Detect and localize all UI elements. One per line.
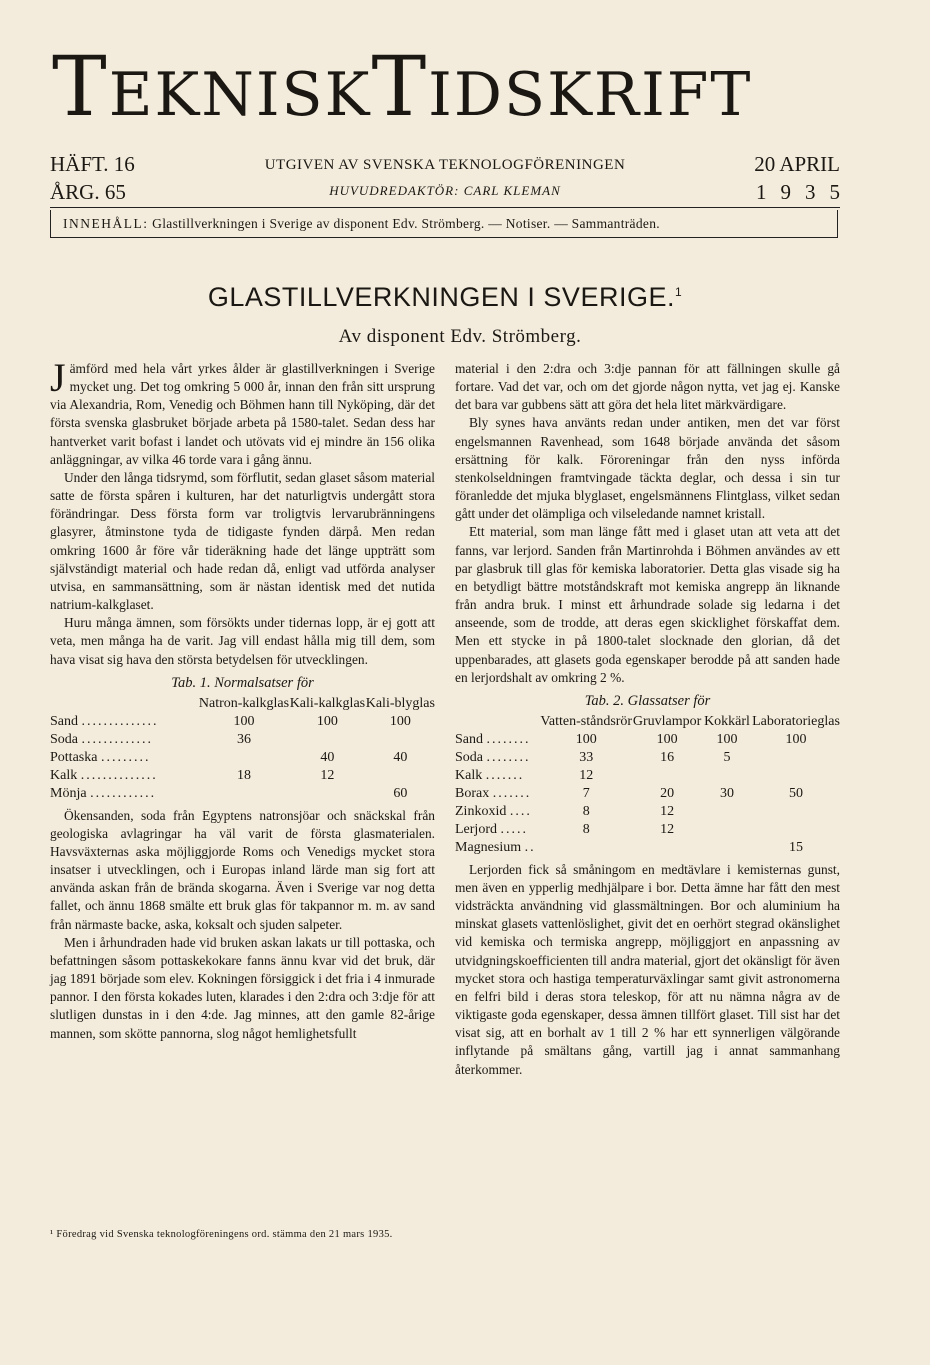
column-header: Laboratorieglas	[752, 713, 840, 729]
article-title	[90, 282, 800, 313]
publisher-info	[230, 152, 660, 204]
table-header-row	[50, 695, 435, 713]
leader-dots: .........	[100, 749, 151, 765]
leader-dots: ..............	[81, 713, 159, 729]
table-cell	[540, 839, 632, 857]
paragraph	[50, 355, 435, 469]
table-cell: 18	[236, 767, 251, 783]
contents-text: Glastillverkningen i Sverige av disponent Edv. Strömberg. — Notiser. — Sammanträden.	[152, 216, 660, 231]
table-caption: Tab. 2. Glassatser för	[584, 692, 711, 709]
table-cell	[752, 749, 840, 767]
table-cell: 100	[716, 731, 738, 747]
table-normalsatser	[50, 695, 435, 803]
row-label: Soda	[455, 749, 483, 765]
table-caption: Tab. 1. Normalsatser för	[171, 674, 314, 691]
masthead-word: EKNISK	[108, 60, 372, 130]
paragraph: Bly synes hava använts redan under antiken, men det var först engelsmannen Ravenhead, som 1648 började använda det såsom ersättning för kalk. Föroreningar från den nyss införda stenkolseldningen framtvingade täckta deglar, och dessa i sin tur föranledde det mjuka blyglaset, engelsmännens Flintglass, vilket sedan gått under det olämpliga och vilseledande namnet kristall.	[455, 415, 840, 522]
left-column	[50, 355, 435, 1043]
footnote: ¹ Föredrag vid Svenska teknologföreningens ord. stämma den 21 mars 1935.	[50, 1229, 393, 1240]
leader-dots: .......	[485, 767, 525, 783]
row-label: Sand	[50, 713, 78, 729]
row-label: Kalk	[455, 767, 483, 783]
paragraph: Men i århundraden hade vid bruken askan lakats ur till pottaska, och befattningen såsom pottaskekokare fanns ännu kvar vid det bruk, där jag 1891 började som elev. Kokningen försiggick i det fria i 4 inmurade pannor. I den första kokades luten, klarades i den 2:dra och 3:dje för att slutligen dunstas in i den 4:de. Jag minnes, att den gamle 82-årige mannen, som skötte pannorna, slog något hemlighetsfullt	[50, 934, 435, 1041]
table-cell: 8	[582, 821, 590, 837]
masthead-letter: T	[52, 40, 109, 135]
table-glassatser	[455, 713, 840, 857]
table-cell: 50	[789, 785, 803, 801]
table-row	[455, 839, 840, 857]
table-cell: 100	[785, 731, 807, 747]
table-cell	[366, 767, 435, 785]
table-cell: 15	[789, 839, 803, 855]
table-cell	[366, 731, 435, 749]
table-cell	[752, 821, 840, 839]
row-label: Borax	[455, 785, 490, 801]
paragraph: Lerjorden fick så småningom en medtävlare i kemisternas gunst, men även en ypperlig medhjälpare i bor. Detta ämne har fått den mest vidsträckta användning vid glassmältningen. Bor och aluminium ha minskat glasets vattenlöslighet, givit det en oerhört stegrad okänslighet vid kemiska och termiska angrepp, möjliggjort en anpassning av utvidgningskoefficienten till andra material, gjort det okänsligt för även mycket stora och hastiga temperaturväxlingar samt givit astronomerna en felfri bild i deras stora teleskop, för att nu nämna några av de viktigaste goda egenskaper, dessa ämnen tillfört glaset. Till sist har det visat sig, att en borhalt av 1 till 2 % har ett synnerligen välgörande inflytande på smältans gång, vartill jag i annat sammanhang återkommer.	[455, 861, 840, 1077]
volume-number: ÅRG. 65	[50, 180, 126, 204]
table-row	[455, 767, 840, 785]
table-cell	[702, 803, 752, 821]
row-label: Sand	[455, 731, 483, 747]
table-cell	[702, 839, 752, 857]
editor: HUVUDREDAKTÖR: CARL KLEMAN	[329, 183, 561, 198]
table-row	[455, 821, 840, 839]
table-cell: 30	[720, 785, 735, 801]
table-cell: 36	[236, 731, 251, 747]
table-row	[50, 767, 435, 785]
issue-year: 1935	[756, 180, 854, 204]
column-header: Vatten-ståndsrör	[540, 713, 633, 729]
table-cell	[632, 767, 702, 785]
table-row	[50, 785, 435, 803]
table-cell	[199, 749, 289, 767]
table-cell: 100	[656, 731, 678, 747]
table-cell: 12	[320, 767, 335, 783]
header-rule	[50, 207, 840, 208]
issue-info	[50, 150, 135, 206]
table-cell: 12	[660, 803, 675, 819]
leader-dots: .............	[81, 731, 153, 747]
column-header: Natron-kalkglas	[198, 695, 290, 711]
table-row	[455, 785, 840, 803]
paragraph: Ökensanden, soda från Egyptens natronsjöar och snäckskal från geologiska avlagringar ha väl varit de första glasmaterialen. Havsväxternas aska möjliggjorde Roms och Venedigs mycket stora insatser i utvecklingen, och i Europas inland lärde man sig fort att använda askan från de brända skogarna. Även i Sverige var nog detta fallet, och ännu 1868 smälte ett bruk glas för takpannor m. m. av sand från närmaste backe, aska, koksalt och sjuden salpeter.	[50, 807, 435, 932]
column-header: Kali-kalkglas	[289, 695, 366, 711]
masthead	[52, 40, 842, 150]
table-cell	[289, 731, 366, 749]
table-cell: 40	[320, 749, 335, 765]
table-cell: 33	[579, 749, 594, 765]
contents-box	[50, 210, 838, 238]
table-header-row	[455, 713, 840, 731]
table-cell	[702, 767, 752, 785]
byline: Av disponent Edv. Strömberg.	[338, 326, 582, 347]
date-info	[740, 150, 854, 206]
row-label: Kalk	[50, 767, 78, 783]
table-cell	[752, 767, 840, 785]
masthead-letter: T	[371, 40, 429, 135]
table-cell	[752, 803, 840, 821]
table-row	[50, 713, 435, 731]
table-cell	[289, 785, 366, 803]
paragraph: Huru många ämnen, som försökts under tidernas lopp, är ej gott att veta, men många ha de varit. Jag vill endast hålla mig till dem, som hava visat sig hava den största betydelsen för utvecklingen.	[50, 615, 435, 667]
table-cell: 8	[582, 803, 590, 819]
footnote-marker: 1	[674, 285, 683, 299]
table-cell: 16	[660, 749, 675, 765]
row-label: Lerjord	[455, 821, 497, 837]
leader-dots: ............	[90, 785, 157, 801]
table-cell: 100	[316, 713, 338, 729]
row-label: Magnesium	[455, 839, 522, 855]
column-header: Kokkärl	[704, 713, 750, 729]
issue-number: HÄFT. 16	[50, 152, 135, 176]
paragraph: material i den 2:dra och 3:dje pannan för att fällningen skulle gå fortare. Vad det var, och om det gjorde någon nytta, vet jag ej. Kanske det bara var gubbens sätt att göra det hela litet märkvärdigare.	[455, 361, 840, 413]
table-cell: 40	[393, 749, 408, 765]
row-label: Zinkoxid	[455, 803, 507, 819]
table-cell: 100	[233, 713, 255, 729]
row-label: Pottaska	[50, 749, 98, 765]
table-cell: 12	[660, 821, 675, 837]
drop-cap: J	[50, 355, 66, 400]
paragraph: Ett material, som man länge fått med i glaset utan att veta att det fanns, var lerjord. Sanden från Martinrohda i Böhmen användes av ett par glasbruk till glas för kemiska laboratorier. Detta glas visade sig ha en betydligt bättre motståndskraft mot kemiska angrepp än liknande från andra bruk. I minst ett århundrade solade sig ledarna i det anseende, som de trodde, att deras egen skicklighet förskaffat dem. Men ett stycke in på 1800-talet slocknade den glorian, då det uppenbarades, att glasets goda egenskaper berodde på att sanden hade en lerjordshalt av omkring 2 %.	[455, 524, 840, 685]
table-cell: 20	[660, 785, 675, 801]
table-cell: 60	[393, 785, 408, 801]
leader-dots: ........	[486, 731, 531, 747]
leader-dots: ........	[486, 749, 531, 765]
right-column	[455, 360, 840, 1079]
table-cell	[199, 785, 289, 803]
issue-date: 20 APRIL	[754, 152, 840, 176]
column-header: Gruvlampor	[632, 713, 702, 729]
leader-dots: ..	[524, 839, 536, 855]
table-cell: 12	[579, 767, 594, 783]
table-cell: 100	[575, 731, 597, 747]
leader-dots: ..............	[80, 767, 158, 783]
column-header: Kali-blyglas	[365, 695, 435, 711]
table-cell: 7	[582, 785, 590, 801]
leader-dots: ....	[509, 803, 532, 819]
row-label: Mönja	[50, 785, 87, 801]
leader-dots: .......	[492, 785, 532, 801]
article-title-text: GLASTILLVERKNINGEN I SVERIGE.	[207, 282, 675, 312]
masthead-word: IDSKRIFT	[428, 60, 753, 130]
table-cell: 5	[723, 749, 731, 765]
table-row	[50, 749, 435, 767]
table-row	[50, 731, 435, 749]
table-cell	[632, 839, 702, 857]
table-cell	[702, 821, 752, 839]
leader-dots: .....	[500, 821, 528, 837]
contents-label: INNEHÅLL:	[63, 216, 149, 231]
table-row	[455, 731, 840, 749]
publisher: UTGIVEN AV SVENSKA TEKNOLOGFÖRENINGEN	[264, 157, 626, 173]
table-row	[455, 749, 840, 767]
row-label: Soda	[50, 731, 78, 747]
table-row	[455, 803, 840, 821]
table-cell: 100	[389, 713, 411, 729]
paragraph: Under den långa tidsrymd, som förflutit, sedan glaset såsom material satte de första spåren i kulturen, har det naturligtvis undergått stora förändringar. Dess första form var troligtvis lervarubränningens glasyrer, åtminstone tyda de tidigaste fynden därpå. Men redan omkring 1600 år före vår tideräkning hade det länge uppträtt som självständigt material och hade redan då, enligt vad utförda analyser utvisa, en sammansättning, som är nästan identisk med det nutida natrium-kalkglaset.	[50, 469, 435, 613]
paragraph-text: ämförd med hela vårt yrkes ålder är glastillverkningen i Sverige mycket ung. Det tog omkring 5 000 år, innan den från sitt ursprung via Alexandria, Rom, Venedig och Böhmen hann till Nyköping, där det första svenska glasbruket började arbeta på 1580-talet. Sedan dess har hantverket varit bofast i landet och utövats vid ej mindre än 156 olika anläggningar, av vilka 46 torde vara i gång ännu.	[50, 361, 435, 467]
